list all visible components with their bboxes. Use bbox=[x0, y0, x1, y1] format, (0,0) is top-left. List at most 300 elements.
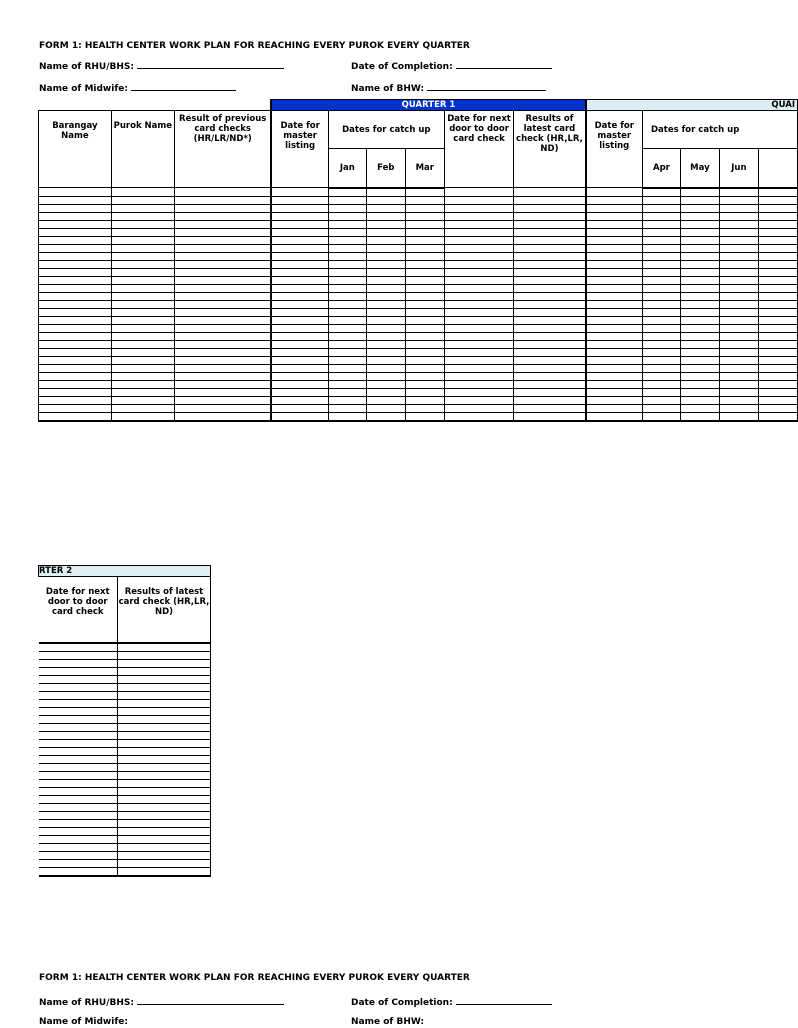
table-cell[interactable] bbox=[719, 220, 758, 228]
table-cell[interactable] bbox=[39, 388, 112, 396]
table-cell[interactable] bbox=[514, 412, 586, 421]
table-cell[interactable] bbox=[111, 404, 174, 412]
table-cell[interactable] bbox=[719, 196, 758, 204]
table-cell[interactable] bbox=[758, 308, 797, 316]
table-cell[interactable] bbox=[514, 236, 586, 244]
table-cell[interactable] bbox=[328, 204, 366, 212]
table-cell[interactable] bbox=[642, 236, 680, 244]
table-cell[interactable] bbox=[174, 284, 271, 292]
table-cell[interactable] bbox=[680, 364, 719, 372]
table-cell[interactable] bbox=[366, 380, 405, 388]
table-cell[interactable] bbox=[39, 284, 112, 292]
table-cell[interactable] bbox=[174, 268, 271, 276]
table-cell[interactable] bbox=[39, 708, 118, 716]
table-cell[interactable] bbox=[271, 324, 328, 332]
table-cell[interactable] bbox=[514, 340, 586, 348]
table-cell[interactable] bbox=[719, 404, 758, 412]
table-cell[interactable] bbox=[39, 244, 112, 252]
table-cell[interactable] bbox=[328, 228, 366, 236]
completion-input[interactable] bbox=[456, 59, 552, 69]
table-cell[interactable] bbox=[271, 196, 328, 204]
table-cell[interactable] bbox=[328, 308, 366, 316]
table-cell[interactable] bbox=[514, 284, 586, 292]
table-cell[interactable] bbox=[758, 388, 797, 396]
table-cell[interactable] bbox=[118, 708, 211, 716]
table-cell[interactable] bbox=[719, 228, 758, 236]
table-cell[interactable] bbox=[271, 332, 328, 340]
table-cell[interactable] bbox=[271, 212, 328, 220]
table-cell[interactable] bbox=[118, 780, 211, 788]
table-cell[interactable] bbox=[642, 324, 680, 332]
table-cell[interactable] bbox=[642, 188, 680, 197]
table-cell[interactable] bbox=[366, 332, 405, 340]
table-cell[interactable] bbox=[174, 340, 271, 348]
table-cell[interactable] bbox=[271, 228, 328, 236]
table-cell[interactable] bbox=[642, 220, 680, 228]
table-cell[interactable] bbox=[444, 228, 514, 236]
table-cell[interactable] bbox=[680, 404, 719, 412]
table-cell[interactable] bbox=[514, 260, 586, 268]
table-cell[interactable] bbox=[758, 348, 797, 356]
table-cell[interactable] bbox=[758, 332, 797, 340]
table-cell[interactable] bbox=[118, 724, 211, 732]
table-cell[interactable] bbox=[39, 652, 118, 660]
table-cell[interactable] bbox=[719, 348, 758, 356]
table-cell[interactable] bbox=[39, 756, 118, 764]
table-cell[interactable] bbox=[271, 380, 328, 388]
table-cell[interactable] bbox=[680, 220, 719, 228]
table-cell[interactable] bbox=[444, 188, 514, 197]
table-cell[interactable] bbox=[444, 340, 514, 348]
table-cell[interactable] bbox=[271, 364, 328, 372]
table-cell[interactable] bbox=[405, 404, 444, 412]
table-cell[interactable] bbox=[111, 412, 174, 421]
table-cell[interactable] bbox=[642, 396, 680, 404]
table-cell[interactable] bbox=[111, 220, 174, 228]
table-cell[interactable] bbox=[118, 660, 211, 668]
table-cell[interactable] bbox=[719, 340, 758, 348]
table-cell[interactable] bbox=[758, 252, 797, 260]
rhu-input-repeat[interactable] bbox=[137, 995, 284, 1005]
table-cell[interactable] bbox=[39, 812, 118, 820]
table-cell[interactable] bbox=[118, 740, 211, 748]
table-cell[interactable] bbox=[39, 700, 118, 708]
table-cell[interactable] bbox=[39, 764, 118, 772]
table-cell[interactable] bbox=[328, 348, 366, 356]
table-cell[interactable] bbox=[366, 212, 405, 220]
table-cell[interactable] bbox=[271, 276, 328, 284]
table-cell[interactable] bbox=[719, 372, 758, 380]
table-cell[interactable] bbox=[514, 316, 586, 324]
table-cell[interactable] bbox=[405, 316, 444, 324]
table-cell[interactable] bbox=[39, 724, 118, 732]
table-cell[interactable] bbox=[118, 844, 211, 852]
table-cell[interactable] bbox=[271, 348, 328, 356]
table-cell[interactable] bbox=[719, 412, 758, 421]
table-cell[interactable] bbox=[680, 412, 719, 421]
table-cell[interactable] bbox=[39, 732, 118, 740]
table-cell[interactable] bbox=[758, 412, 797, 421]
table-cell[interactable] bbox=[758, 220, 797, 228]
table-cell[interactable] bbox=[642, 372, 680, 380]
table-cell[interactable] bbox=[174, 188, 271, 197]
table-cell[interactable] bbox=[758, 212, 797, 220]
table-cell[interactable] bbox=[405, 252, 444, 260]
table-cell[interactable] bbox=[719, 300, 758, 308]
table-cell[interactable] bbox=[514, 396, 586, 404]
table-cell[interactable] bbox=[118, 748, 211, 756]
table-cell[interactable] bbox=[586, 348, 643, 356]
table-cell[interactable] bbox=[680, 284, 719, 292]
table-cell[interactable] bbox=[39, 316, 112, 324]
table-cell[interactable] bbox=[514, 300, 586, 308]
table-cell[interactable] bbox=[271, 268, 328, 276]
table-cell[interactable] bbox=[586, 316, 643, 324]
table-cell[interactable] bbox=[514, 404, 586, 412]
table-cell[interactable] bbox=[405, 260, 444, 268]
table-cell[interactable] bbox=[680, 348, 719, 356]
table-cell[interactable] bbox=[758, 260, 797, 268]
table-cell[interactable] bbox=[642, 196, 680, 204]
table-cell[interactable] bbox=[586, 300, 643, 308]
table-cell[interactable] bbox=[111, 332, 174, 340]
table-cell[interactable] bbox=[39, 788, 118, 796]
table-cell[interactable] bbox=[174, 236, 271, 244]
table-cell[interactable] bbox=[366, 372, 405, 380]
table-cell[interactable] bbox=[514, 380, 586, 388]
table-cell[interactable] bbox=[444, 284, 514, 292]
table-cell[interactable] bbox=[111, 188, 174, 197]
table-cell[interactable] bbox=[118, 692, 211, 700]
table-cell[interactable] bbox=[514, 276, 586, 284]
table-cell[interactable] bbox=[405, 188, 444, 197]
table-cell[interactable] bbox=[174, 412, 271, 421]
table-cell[interactable] bbox=[271, 388, 328, 396]
table-cell[interactable] bbox=[118, 668, 211, 676]
table-cell[interactable] bbox=[586, 260, 643, 268]
table-cell[interactable] bbox=[174, 332, 271, 340]
table-cell[interactable] bbox=[328, 340, 366, 348]
table-cell[interactable] bbox=[328, 372, 366, 380]
table-cell[interactable] bbox=[366, 308, 405, 316]
table-cell[interactable] bbox=[328, 404, 366, 412]
table-cell[interactable] bbox=[642, 252, 680, 260]
table-cell[interactable] bbox=[642, 348, 680, 356]
table-cell[interactable] bbox=[174, 372, 271, 380]
table-cell[interactable] bbox=[39, 844, 118, 852]
table-cell[interactable] bbox=[118, 788, 211, 796]
table-cell[interactable] bbox=[758, 268, 797, 276]
table-cell[interactable] bbox=[514, 220, 586, 228]
table-cell[interactable] bbox=[444, 324, 514, 332]
table-cell[interactable] bbox=[405, 244, 444, 252]
table-cell[interactable] bbox=[680, 236, 719, 244]
table-cell[interactable] bbox=[111, 268, 174, 276]
table-cell[interactable] bbox=[328, 268, 366, 276]
table-cell[interactable] bbox=[405, 380, 444, 388]
table-cell[interactable] bbox=[642, 260, 680, 268]
table-cell[interactable] bbox=[174, 212, 271, 220]
table-cell[interactable] bbox=[111, 204, 174, 212]
table-cell[interactable] bbox=[366, 276, 405, 284]
table-cell[interactable] bbox=[514, 212, 586, 220]
table-cell[interactable] bbox=[758, 364, 797, 372]
table-cell[interactable] bbox=[118, 700, 211, 708]
table-cell[interactable] bbox=[39, 860, 118, 868]
table-cell[interactable] bbox=[405, 228, 444, 236]
table-cell[interactable] bbox=[719, 204, 758, 212]
table-cell[interactable] bbox=[118, 676, 211, 684]
table-cell[interactable] bbox=[405, 332, 444, 340]
table-cell[interactable] bbox=[642, 268, 680, 276]
table-cell[interactable] bbox=[39, 740, 118, 748]
table-cell[interactable] bbox=[719, 380, 758, 388]
table-cell[interactable] bbox=[758, 204, 797, 212]
table-cell[interactable] bbox=[405, 236, 444, 244]
table-cell[interactable] bbox=[118, 684, 211, 692]
table-cell[interactable] bbox=[39, 356, 112, 364]
table-cell[interactable] bbox=[719, 308, 758, 316]
table-cell[interactable] bbox=[39, 780, 118, 788]
table-cell[interactable] bbox=[174, 348, 271, 356]
table-cell[interactable] bbox=[642, 332, 680, 340]
table-cell[interactable] bbox=[680, 228, 719, 236]
table-cell[interactable] bbox=[174, 300, 271, 308]
table-cell[interactable] bbox=[586, 380, 643, 388]
table-cell[interactable] bbox=[444, 300, 514, 308]
table-cell[interactable] bbox=[680, 332, 719, 340]
table-cell[interactable] bbox=[366, 284, 405, 292]
table-cell[interactable] bbox=[174, 292, 271, 300]
table-cell[interactable] bbox=[444, 220, 514, 228]
table-cell[interactable] bbox=[642, 388, 680, 396]
table-cell[interactable] bbox=[514, 228, 586, 236]
table-cell[interactable] bbox=[174, 324, 271, 332]
table-cell[interactable] bbox=[586, 196, 643, 204]
table-cell[interactable] bbox=[586, 276, 643, 284]
table-cell[interactable] bbox=[642, 244, 680, 252]
table-cell[interactable] bbox=[174, 220, 271, 228]
table-cell[interactable] bbox=[271, 372, 328, 380]
table-cell[interactable] bbox=[514, 356, 586, 364]
table-cell[interactable] bbox=[719, 332, 758, 340]
table-cell[interactable] bbox=[366, 300, 405, 308]
table-cell[interactable] bbox=[366, 292, 405, 300]
table-cell[interactable] bbox=[271, 252, 328, 260]
table-cell[interactable] bbox=[111, 380, 174, 388]
table-cell[interactable] bbox=[111, 364, 174, 372]
table-cell[interactable] bbox=[514, 204, 586, 212]
table-cell[interactable] bbox=[111, 236, 174, 244]
table-cell[interactable] bbox=[111, 228, 174, 236]
table-cell[interactable] bbox=[328, 212, 366, 220]
table-cell[interactable] bbox=[680, 204, 719, 212]
table-cell[interactable] bbox=[444, 196, 514, 204]
table-cell[interactable] bbox=[271, 404, 328, 412]
table-cell[interactable] bbox=[642, 308, 680, 316]
table-cell[interactable] bbox=[680, 252, 719, 260]
table-cell[interactable] bbox=[444, 292, 514, 300]
table-cell[interactable] bbox=[118, 828, 211, 836]
table-cell[interactable] bbox=[39, 276, 112, 284]
table-cell[interactable] bbox=[39, 340, 112, 348]
table-cell[interactable] bbox=[271, 308, 328, 316]
table-cell[interactable] bbox=[514, 348, 586, 356]
table-cell[interactable] bbox=[405, 220, 444, 228]
table-cell[interactable] bbox=[586, 308, 643, 316]
table-cell[interactable] bbox=[118, 820, 211, 828]
table-cell[interactable] bbox=[271, 356, 328, 364]
table-cell[interactable] bbox=[680, 244, 719, 252]
table-cell[interactable] bbox=[366, 228, 405, 236]
table-cell[interactable] bbox=[586, 236, 643, 244]
table-cell[interactable] bbox=[366, 260, 405, 268]
table-cell[interactable] bbox=[719, 276, 758, 284]
table-cell[interactable] bbox=[514, 388, 586, 396]
table-cell[interactable] bbox=[405, 364, 444, 372]
table-cell[interactable] bbox=[39, 684, 118, 692]
table-cell[interactable] bbox=[328, 364, 366, 372]
table-cell[interactable] bbox=[405, 284, 444, 292]
table-cell[interactable] bbox=[719, 268, 758, 276]
table-cell[interactable] bbox=[719, 356, 758, 364]
table-cell[interactable] bbox=[444, 412, 514, 421]
table-cell[interactable] bbox=[366, 396, 405, 404]
table-cell[interactable] bbox=[111, 340, 174, 348]
table-cell[interactable] bbox=[174, 244, 271, 252]
table-cell[interactable] bbox=[758, 316, 797, 324]
table-cell[interactable] bbox=[111, 308, 174, 316]
table-cell[interactable] bbox=[719, 284, 758, 292]
table-cell[interactable] bbox=[111, 252, 174, 260]
table-cell[interactable] bbox=[405, 348, 444, 356]
table-cell[interactable] bbox=[174, 308, 271, 316]
table-cell[interactable] bbox=[405, 388, 444, 396]
table-cell[interactable] bbox=[328, 356, 366, 364]
table-cell[interactable] bbox=[366, 196, 405, 204]
table-cell[interactable] bbox=[39, 820, 118, 828]
table-cell[interactable] bbox=[174, 356, 271, 364]
table-cell[interactable] bbox=[39, 236, 112, 244]
table-cell[interactable] bbox=[444, 380, 514, 388]
table-cell[interactable] bbox=[366, 236, 405, 244]
table-cell[interactable] bbox=[586, 244, 643, 252]
table-cell[interactable] bbox=[174, 228, 271, 236]
table-cell[interactable] bbox=[118, 812, 211, 820]
table-cell[interactable] bbox=[39, 308, 112, 316]
table-cell[interactable] bbox=[680, 308, 719, 316]
table-cell[interactable] bbox=[118, 764, 211, 772]
table-cell[interactable] bbox=[719, 188, 758, 197]
table-cell[interactable] bbox=[444, 364, 514, 372]
table-cell[interactable] bbox=[366, 404, 405, 412]
table-cell[interactable] bbox=[758, 404, 797, 412]
table-cell[interactable] bbox=[405, 196, 444, 204]
table-cell[interactable] bbox=[514, 292, 586, 300]
table-cell[interactable] bbox=[118, 868, 211, 877]
table-cell[interactable] bbox=[328, 196, 366, 204]
table-cell[interactable] bbox=[39, 828, 118, 836]
table-cell[interactable] bbox=[444, 204, 514, 212]
table-cell[interactable] bbox=[758, 300, 797, 308]
table-cell[interactable] bbox=[444, 372, 514, 380]
table-cell[interactable] bbox=[405, 356, 444, 364]
rhu-input[interactable] bbox=[137, 59, 284, 69]
table-cell[interactable] bbox=[514, 268, 586, 276]
table-cell[interactable] bbox=[111, 348, 174, 356]
table-cell[interactable] bbox=[405, 412, 444, 421]
table-cell[interactable] bbox=[366, 324, 405, 332]
table-cell[interactable] bbox=[111, 260, 174, 268]
table-cell[interactable] bbox=[758, 292, 797, 300]
table-cell[interactable] bbox=[758, 196, 797, 204]
table-cell[interactable] bbox=[39, 364, 112, 372]
table-cell[interactable] bbox=[328, 396, 366, 404]
table-cell[interactable] bbox=[642, 340, 680, 348]
table-cell[interactable] bbox=[514, 324, 586, 332]
table-cell[interactable] bbox=[405, 372, 444, 380]
table-cell[interactable] bbox=[328, 252, 366, 260]
table-cell[interactable] bbox=[39, 643, 118, 652]
table-cell[interactable] bbox=[39, 676, 118, 684]
table-cell[interactable] bbox=[111, 300, 174, 308]
table-cell[interactable] bbox=[111, 356, 174, 364]
table-cell[interactable] bbox=[366, 348, 405, 356]
table-cell[interactable] bbox=[39, 692, 118, 700]
table-cell[interactable] bbox=[328, 188, 366, 197]
table-cell[interactable] bbox=[444, 252, 514, 260]
table-cell[interactable] bbox=[758, 356, 797, 364]
table-cell[interactable] bbox=[328, 332, 366, 340]
table-cell[interactable] bbox=[271, 340, 328, 348]
table-cell[interactable] bbox=[39, 212, 112, 220]
table-cell[interactable] bbox=[111, 372, 174, 380]
table-cell[interactable] bbox=[719, 244, 758, 252]
table-cell[interactable] bbox=[680, 316, 719, 324]
table-cell[interactable] bbox=[642, 276, 680, 284]
table-cell[interactable] bbox=[328, 300, 366, 308]
table-cell[interactable] bbox=[328, 412, 366, 421]
table-cell[interactable] bbox=[680, 372, 719, 380]
table-cell[interactable] bbox=[642, 212, 680, 220]
table-cell[interactable] bbox=[271, 300, 328, 308]
table-cell[interactable] bbox=[328, 236, 366, 244]
table-cell[interactable] bbox=[642, 284, 680, 292]
table-cell[interactable] bbox=[271, 316, 328, 324]
table-cell[interactable] bbox=[328, 316, 366, 324]
table-cell[interactable] bbox=[39, 268, 112, 276]
table-cell[interactable] bbox=[514, 196, 586, 204]
table-cell[interactable] bbox=[366, 204, 405, 212]
table-cell[interactable] bbox=[366, 220, 405, 228]
table-cell[interactable] bbox=[642, 300, 680, 308]
table-cell[interactable] bbox=[174, 380, 271, 388]
table-cell[interactable] bbox=[514, 252, 586, 260]
table-cell[interactable] bbox=[642, 228, 680, 236]
table-cell[interactable] bbox=[586, 372, 643, 380]
table-cell[interactable] bbox=[444, 276, 514, 284]
table-cell[interactable] bbox=[586, 228, 643, 236]
table-cell[interactable] bbox=[366, 412, 405, 421]
table-cell[interactable] bbox=[444, 212, 514, 220]
table-cell[interactable] bbox=[271, 220, 328, 228]
table-cell[interactable] bbox=[758, 284, 797, 292]
table-cell[interactable] bbox=[642, 204, 680, 212]
completion-input-repeat[interactable] bbox=[456, 995, 552, 1005]
table-cell[interactable] bbox=[174, 196, 271, 204]
table-cell[interactable] bbox=[514, 244, 586, 252]
table-cell[interactable] bbox=[39, 716, 118, 724]
